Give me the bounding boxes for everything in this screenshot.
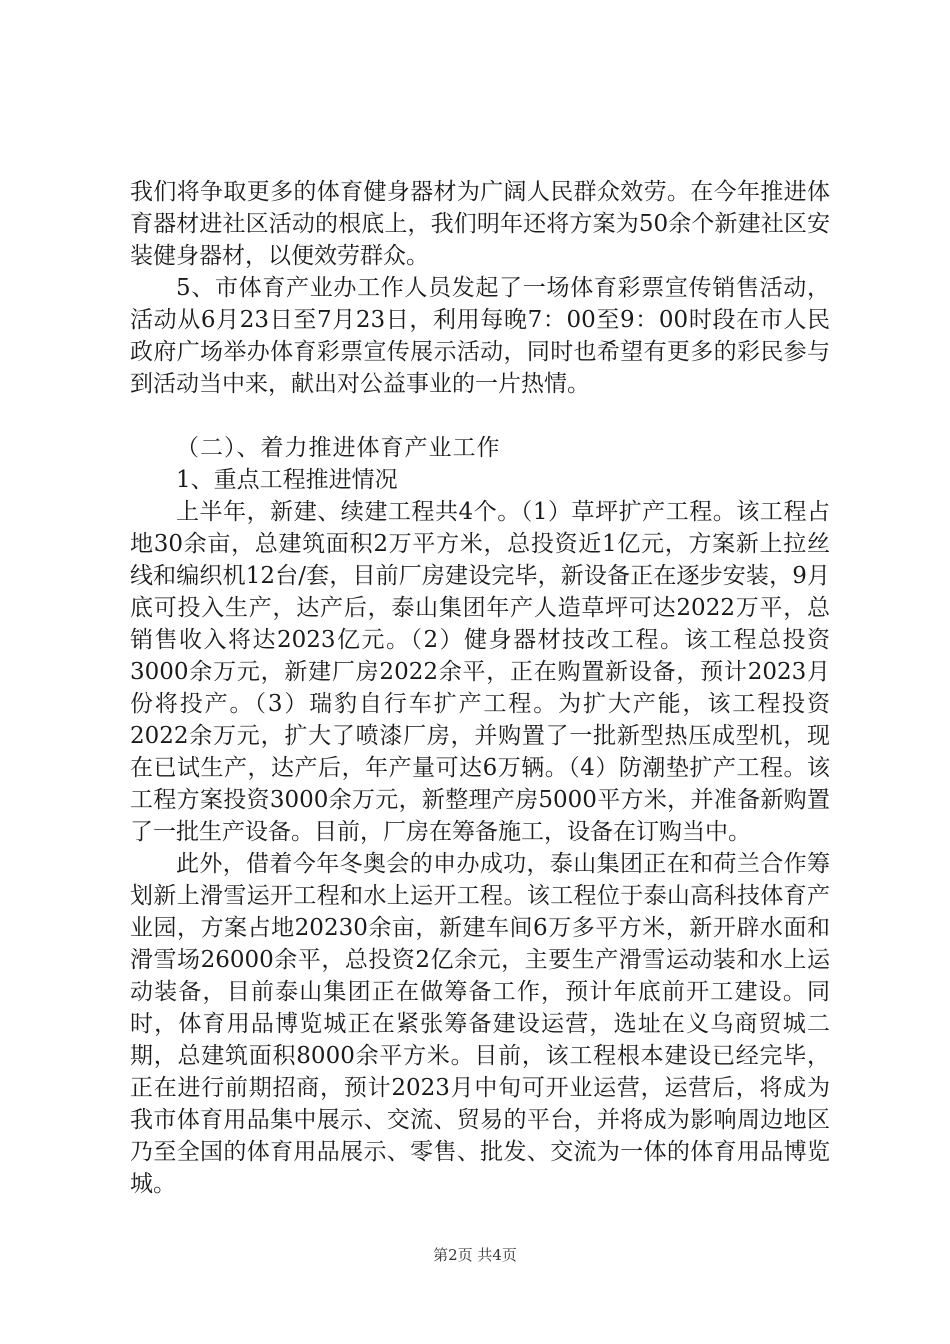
paragraph-key-projects: 上半年，新建、续建工程共4个。（1）草坪扩产工程。该工程占地30余亩，总建筑面积2万平方米，总投资近1亿元，方案新上拉丝线和编织机12台/套，目前厂房建设完毕，新设备正在逐步安装，9月底可投入生产，达产后，泰山集团年产人造草坪可达2022万平，总销售收入将达2023亿元。（2）健身器材技改工程。该工程总投资3000余万元，新建厂房2022余平，正在购置新设备，预计2023月份将投产。（3）瑞豹自行车扩产工程。为扩大产能，该工程投资2022余万元，扩大了喷漆厂房，并购置了一批新型热压成型机，现在已试生产，达产后，年产量可达6万辆。（4）防潮垫扩产工程。该工程方案投资3000余万元，新整理产房5000平方米，并准备新购置了一批生产设备。目前，厂房在筹备施工，设备在订购当中。	[130, 499, 830, 845]
paragraph-spacer	[130, 400, 830, 432]
page-footer: 第2页 共4页	[433, 1246, 517, 1264]
document-body	[130, 176, 830, 1200]
paragraph-additional-projects: 此外，借着今年冬奥会的申办成功，泰山集团正在和荷兰合作筹划新上滑雪运开工程和水上运开工程。该工程位于泰山高科技体育产业园，方案占地20230余亩，新建车间6万多平方米，新开辟水面和滑雪场26000余平，总投资2亿余元，主要生产滑雪运动装和水上运动装备，目前泰山集团正在做筹备工作，预计年底前开工建设。同时，体育用品博览城正在紧张筹备建设运营，选址在义乌商贸城二期，总建筑面积8000余平方米。目前，该工程根本建设已经完毕，正在进行前期招商，预计2023月中旬可开业运营，运营后，将成为我市体育用品集中展示、交流、贸易的平台，并将成为影响周边地区乃至全国的体育用品展示、零售、批发、交流为一体的体育用品博览城。	[130, 851, 830, 1197]
paragraph-lottery-campaign: 5、市体育产业办工作人员发起了一场体育彩票宣传销售活动，活动从6月23日至7月23日，利用每晚7：00至9：00时段在市人民政府广场举办体育彩票宣传展示活动，同时也希望有更多的彩民参与到活动当中来，献出对公益事业的一片热情。	[130, 275, 830, 397]
paragraph-continuation: 我们将争取更多的体育健身器材为广阔人民群众效劳。在今年推进体育器材进社区活动的根底上，我们明年还将方案为50余个新建社区安装健身器材，以便效劳群众。	[130, 179, 830, 269]
section-heading: （二）、着力推进体育产业工作	[176, 435, 501, 461]
subsection-heading: 1、重点工程推进情况	[176, 467, 398, 493]
